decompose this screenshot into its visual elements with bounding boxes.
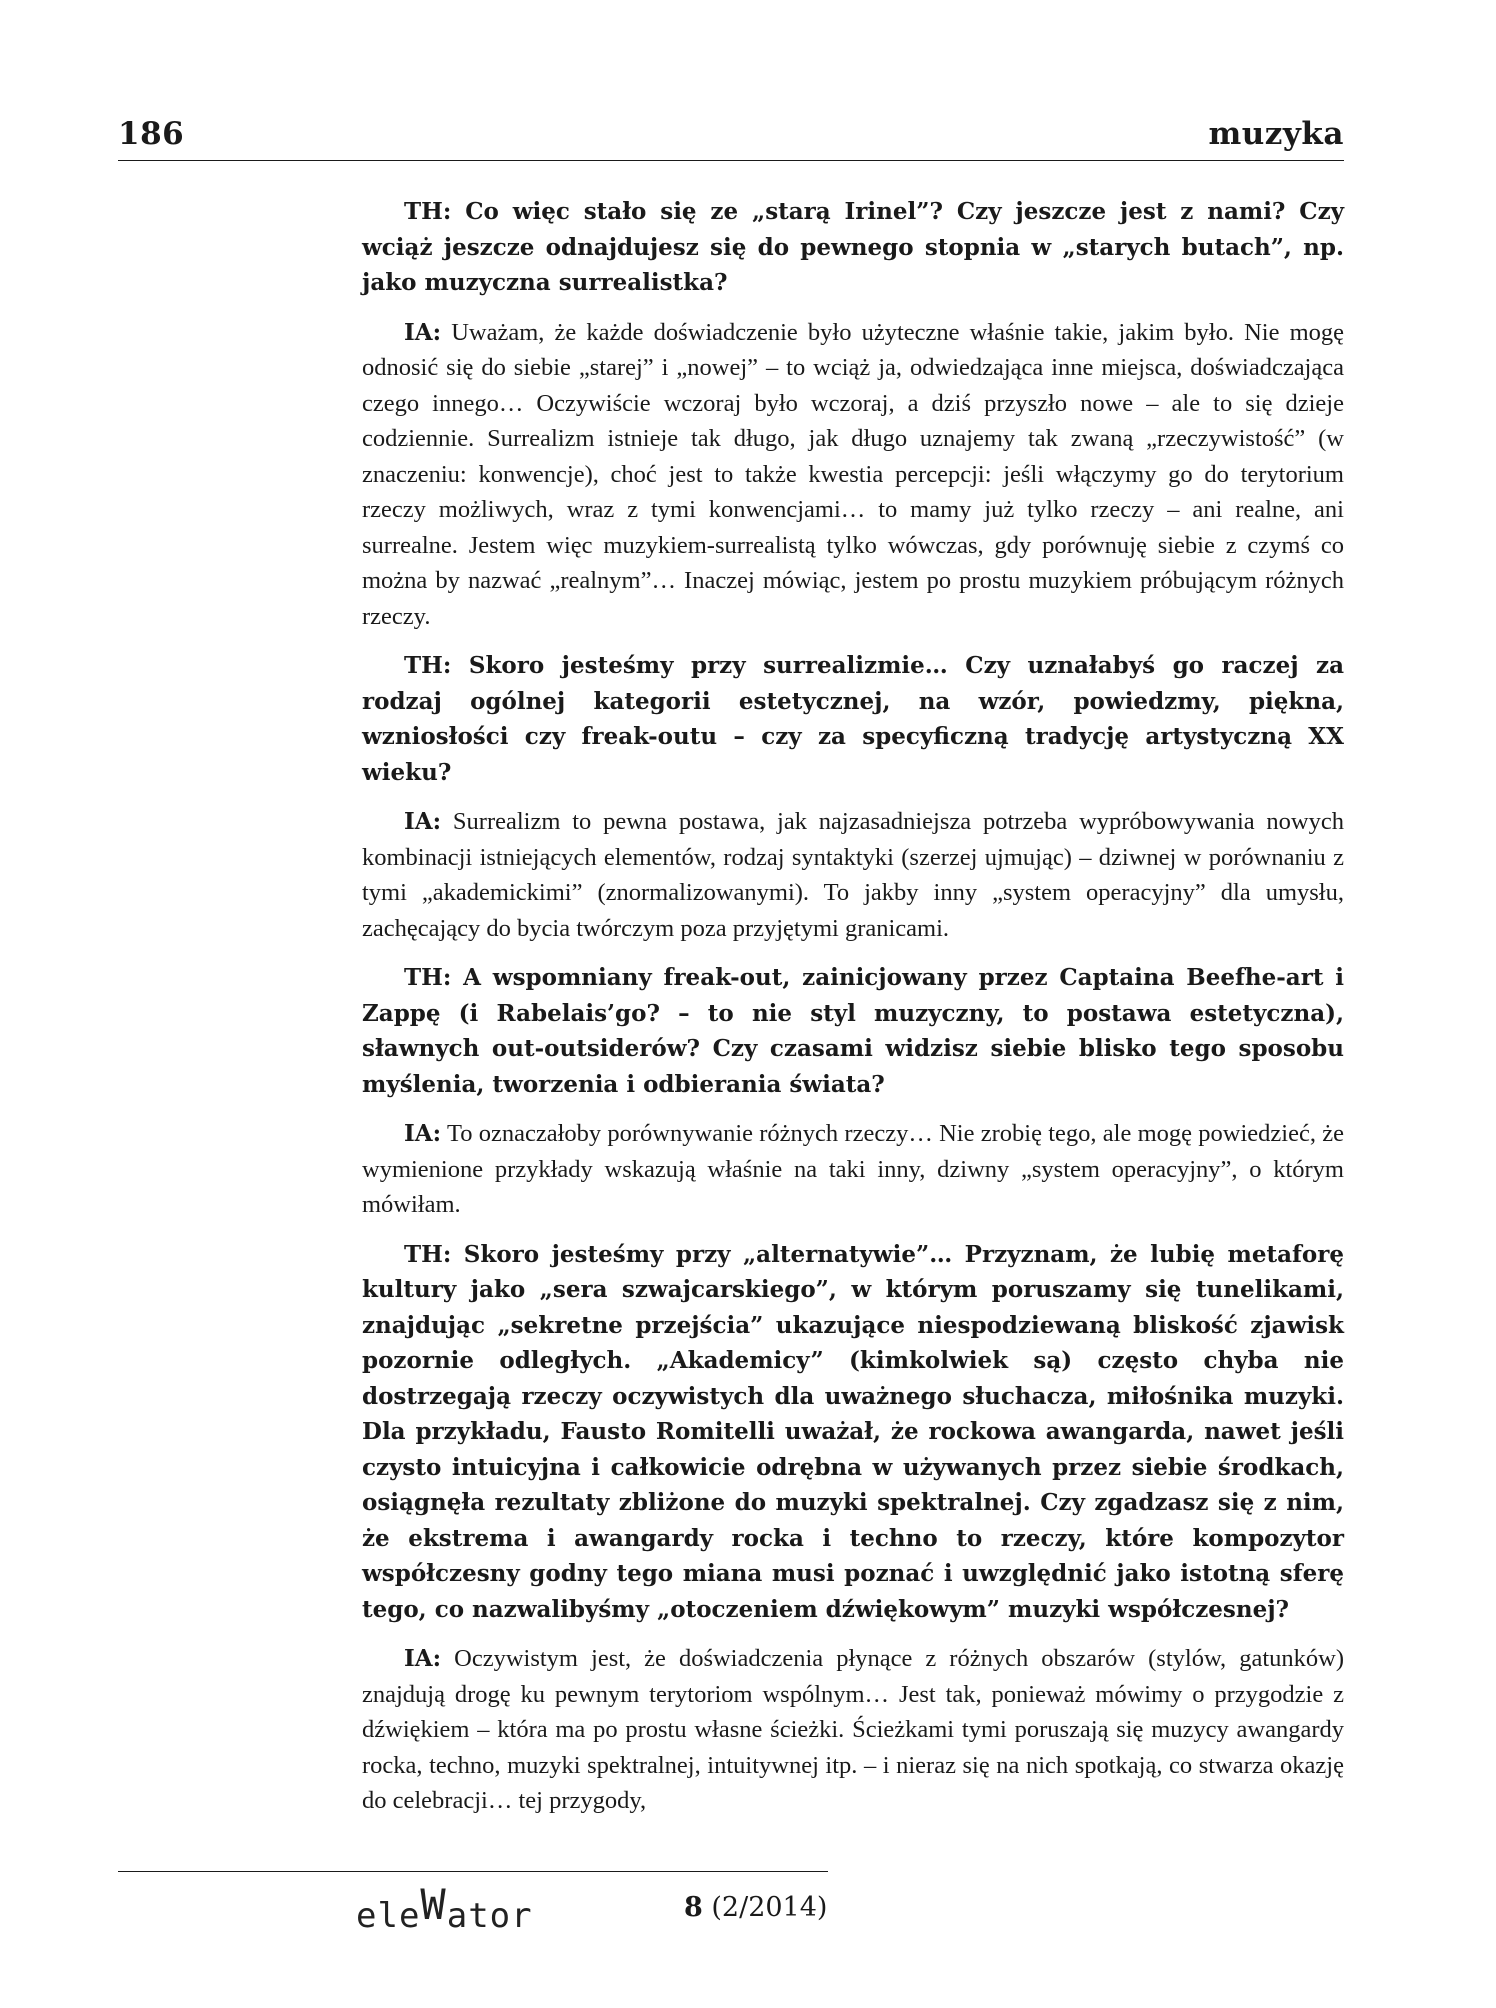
interview-question [362,960,1344,1102]
answer-speaker: IA: [404,1120,442,1147]
footer-divider [118,1871,828,1872]
interview-question [362,648,1344,790]
question-text: TH: Co więc stało się ze „starą Irinel”? Czy jeszcze jest z nami? Czy wciąż jeszcze odnajdujesz się do pewnego stopnia w „starych butach”, np. jako muzyczna surrealistka? [362,198,1344,296]
interview-answer [362,315,1344,635]
question-text: TH: A wspomniany freak-out, zainicjowany przez Captaina Beefhe-art i Zappę (i Rabelais’go? – to nie styl muzyczny, to postawa estetyczna), sławnych out-outsiderów? Czy czasami widzisz siebie blisko tego sposobu myślenia, tworzenia i odbierania świata? [362,964,1344,1098]
interview-answer [362,1641,1344,1819]
answer-text: Surrealizm to pewna postawa, jak najzasadniejsza potrzeba wypróbowywania nowych kombinacji istniejących elementów, rodzaj syntaktyki (szerzej ujmując) – dziwnej w porównaniu z tymi „akademickimi” (znormalizowanymi). To jakby inny „system operacyjny” dla umysłu, zachęcający do bycia twórczym poza przyjętymi granicami. [362,808,1344,942]
question-text: TH: Skoro jesteśmy przy surrealizmie… Czy uznałabyś go raczej za rodzaj ogólnej kategorii estetycznej, na wzór, powiedzmy, piękna, wzniosłości czy freak-outu – czy za specyficzną tradycję artystyczną XX wieku? [362,652,1344,786]
interview-question [362,1237,1344,1628]
question-text: TH: Skoro jesteśmy przy „alternatywie”… Przyznam, że lubię metaforę kultury jako „sera szwajcarskiego”, w którym poruszamy się tunelikami, znajdując „sekretne przejścia” ukazujące niespodziewaną bliskość zjawisk pozornie odległych. „Akademicy” (kimkolwiek są) często chyba nie dostrzegają rzeczy oczywistych dla uważnego słuchacza, miłośnika muzyki. Dla przykładu, Fausto Romitelli uważał, że rockowa awangarda, nawet jeśli czysto intuicyjna i całkowicie odrębna w używanych przez siebie środkach, osiągnęła rezultaty zbliżone do muzyki spektralnej. Czy zgadzasz się z nim, że ekstrema i awangardy rocka i techno to rzeczy, które kompozytor współczesny godny tego miana musi poznać i uwzględnić jako istotną sferę tego, co nazwalibyśmy „otoczeniem dźwiękowym” muzyki współczesnej? [362,1240,1344,1623]
section-title: muzyka [1208,116,1344,152]
issue-number: 8 [684,1892,703,1923]
answer-text: To oznaczałoby porównywanie różnych rzeczy… Nie zrobię tego, ale mogę powiedzieć, że wymienione przykłady wskazują właśnie na taki inny, dziwny „system operacyjny”, o którym mówiłam. [362,1120,1345,1218]
page-header [118,112,1344,161]
interview-answer [362,804,1344,946]
interview-answer [362,1116,1344,1223]
answer-speaker: IA: [404,808,442,835]
answer-speaker: IA: [404,318,442,346]
issue-info [684,1892,827,1923]
page-number: 186 [118,116,185,152]
logo-prefix: ele [356,1896,421,1936]
article-body [362,194,1344,1833]
magazine-logo [356,1880,533,1937]
interview-question [362,194,1344,301]
answer-text: Oczywistym jest, że doświadczenia płynące z różnych obszarów (stylów, gatunków) znajdują drogę ku pewnym terytoriom wspólnym… Jest tak, ponieważ mówimy o przygodzie z dźwiękiem – która ma po prostu własne ścieżki. Ścieżkami tymi poruszają się muzycy awangardy rocka, techno, muzyki spektralnej, intuitywnej itp. – i nieraz się na nich spotkają, co stwarza okazję do celebracji… tej przygody, [362,1645,1344,1814]
issue-detail: (2/2014) [711,1892,828,1923]
logo-suffix: ator [446,1896,533,1936]
logo-big-letter: W [420,1880,447,1929]
answer-speaker: IA: [404,1645,442,1672]
answer-text: Uważam, że każde doświadczenie było użyteczne właśnie takie, jakim było. Nie mogę odnosić się do siebie „starej” i „nowej” – to wciąż ja, odwiedzająca inne miejsca, doświadczająca czego innego… Oczywiście wczoraj było wczoraj, a dziś przyszło nowe – ale to się dzieje codziennie. Surrealizm istnieje tak długo, jak długo uznajemy tak zwaną „rzeczywistość” (w znaczeniu: konwencje), choć jest to także kwestia percepcji: jeśli włączymy go do terytorium rzeczy możliwych, wraz z tymi konwencjami… to mamy już tylko rzeczy – ani realne, ani surrealne. Jestem więc muzykiem-surrealistą tylko wówczas, gdy porównuję siebie z czymś co można by nazwać „realnym”… Inaczej mówiąc, jestem po prostu muzykiem próbującym różnych rzeczy. [362,318,1344,630]
